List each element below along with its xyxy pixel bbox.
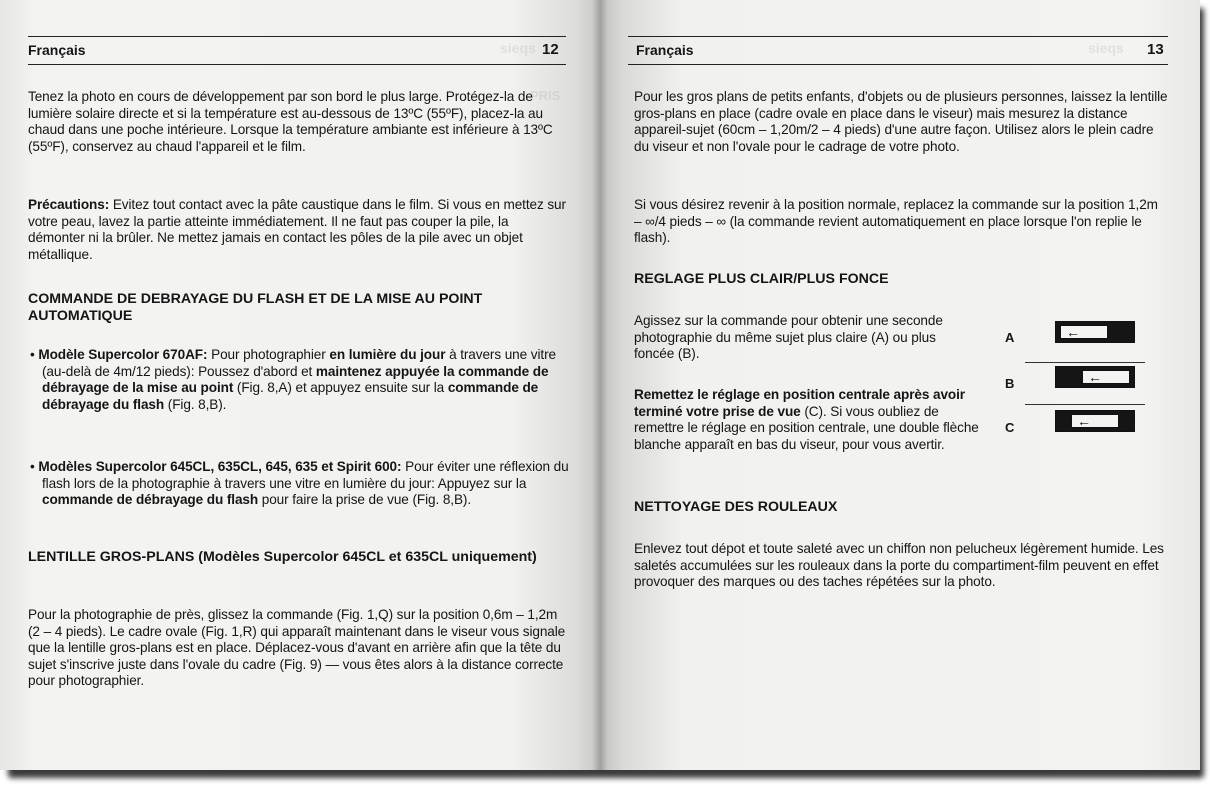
exposure-switch-lighter xyxy=(1055,321,1135,343)
switch-slider xyxy=(1082,370,1130,384)
paragraph-adjust: Agissez sur la commande pour obtenir une seconde photographie du même sujet plus claire (A) ou plus foncée (B). xyxy=(634,313,943,362)
list-emphasis: commande de débrayage du flash xyxy=(42,492,259,508)
list-emphasis: commande de débrayage du flash xyxy=(42,380,539,412)
paragraph-closeup-children: Pour les gros plans de petits enfants, d'objets ou de plusieurs personnes, laissez la lentille gros-plans en place (cadre ovale en place dans le viseur) mais mesurez la distance appareil-sujet (60cm – 1,20m/2 – 4 pieds) d'une autre façon. Utilisez alors le plein cadre du viseur et non l'ovale pour le cadrage de votre photo. xyxy=(634,89,1168,154)
header-rule-bottom xyxy=(628,64,1168,65)
paragraph-cleaning: Enlevez tout dépot et toute saleté avec un chiffon non pelucheux légèrement humide. Les saletés accumulées sur les rouleaux dans la porte du compartiment-film peuvent en effet provoquer des marques ou des taches répétées sur la photo. xyxy=(634,541,1164,590)
right-page xyxy=(600,0,1200,770)
section-heading-flash-release: COMMANDE DE DEBRAYAGE DU FLASH ET DE LA MISE AU POINT AUTOMATIQUE xyxy=(28,291,483,324)
precautions-label: Précautions: xyxy=(28,197,110,212)
list-text: à travers une vitre (au-delà de 4m/12 pieds): Poussez d'abord et xyxy=(42,347,556,379)
book-gutter xyxy=(592,0,608,770)
precautions-text: Evitez tout contact avec la pâte caustique dans le film. Si vous en mettez sur votre peau, lavez la partie atteinte immédiatement. Il ne faut pas couper la pile, la démonter ni la brûler. Ne mettez jamais en contact les pôles de la pile avec un objet métallique. xyxy=(28,197,566,262)
arrow-left-icon: ← xyxy=(1088,369,1102,385)
paragraph-closeup: Pour la photographie de près, glissez la commande (Fig. 1,Q) sur la position 0,6m – 1,2m (2 – 4 pieds). Le cadre ovale (Fig. 1,R) qui apparaît maintenant dans le viseur vous signale que la lentille gros-plans est en place. Déplacez-vous d'avant en arrière afin que la tête du sujet s'inscrive juste dans l'ovale du cadre (Fig. 9) — vous êtes alors à la distance correcte pour photographier. xyxy=(28,607,566,689)
reset-text: (C). Si vous oubliez de remettre le réglage en position centrale, une double flèche blanche apparaît en bas du viseur, pour vous avertir. xyxy=(634,403,979,452)
header-rule-bottom xyxy=(28,64,566,65)
diagram-row-a xyxy=(1005,318,1145,348)
switch-slider xyxy=(1060,325,1108,339)
list-emphasis: maintenez appuyée la commande de débrayage de la mise au point xyxy=(42,363,549,396)
arrow-left-icon: ← xyxy=(1077,413,1091,429)
exposure-switch-center xyxy=(1055,410,1135,432)
section-heading-lighter-darker: REGLAGE PLUS CLAIR/PLUS FONCE xyxy=(634,271,889,287)
page-header: Français xyxy=(28,42,86,58)
reset-emphasis: Remettez le réglage en position centrale après avoir terminé votre prise de vue xyxy=(634,387,965,419)
show-through-text: sieqs xyxy=(500,40,536,56)
diagram-label: A xyxy=(1005,330,1015,345)
model-name: Modèles Supercolor 645CL, 635CL, 645, 635 et Spirit 600: xyxy=(38,459,402,474)
section-heading-closeup-lens: LENTILLE GROS-PLANS (Modèles Supercolor 645CL et 635CL uniquement) xyxy=(28,549,537,565)
list-item-670af: • Modèle Supercolor 670AF: Pour photographier en lumière du jour à travers une vitre (au-delà de 4m/12 pieds): Poussez d'abord et maintenez appuyée la commande de débrayage de la mise au point (Fig. 8,A) et appuyez ensuite sur la commande de débrayage du flash (Fig. 8,B). xyxy=(30,347,556,412)
paragraph-precautions xyxy=(28,197,566,263)
header-rule-top xyxy=(628,36,1168,37)
paragraph-reset xyxy=(634,387,990,453)
section-heading-roller-cleaning: NETTOYAGE DES ROULEAUX xyxy=(634,499,838,515)
page-number: 12 xyxy=(542,41,559,58)
show-through-text: sieqs xyxy=(1088,40,1124,56)
diagram-divider xyxy=(1025,362,1145,363)
lighten-darken-diagram xyxy=(1005,318,1155,448)
left-page xyxy=(0,0,600,770)
exposure-switch-darker xyxy=(1055,366,1135,388)
arrow-left-icon: ← xyxy=(1066,324,1080,340)
diagram-row-b xyxy=(1005,360,1145,390)
page-number: 13 xyxy=(1147,41,1164,58)
diagram-label: B xyxy=(1005,376,1015,391)
list-text: Pour photographier xyxy=(207,347,330,362)
diagram-divider xyxy=(1025,404,1145,405)
list-text: pour faire la prise de vue (Fig. 8,B). xyxy=(258,492,472,508)
diagram-row-c xyxy=(1005,402,1145,435)
list-text: Pour éviter une réflexion du flash lors de la photographie à travers une vitre en lumière du jour: Appuyez sur la xyxy=(42,459,569,491)
list-text: (Fig. 8,A) et appuyez ensuite sur la xyxy=(233,380,448,396)
list-item-645cl: • Modèles Supercolor 645CL, 635CL, 645, 635 et Spirit 600: Pour éviter une réflexion du flash lors de la photographie à travers une vitre en lumière du jour: Appuyez sur la commande de débrayage du flash pour faire la prise de vue (Fig. 8,B). xyxy=(30,459,569,508)
paragraph-normal-position: Si vous désirez revenir à la position normale, replacez la commande sur la position 1,2m – ∞/4 pieds – ∞ (la commande revient automatiquement en place lorsque l'on replie le flash). xyxy=(634,197,1158,246)
header-rule-top xyxy=(28,36,566,37)
paragraph-development: Tenez la photo en cours de développement par son bord le plus large. Protégez-la de lumière solaire directe et si la température est au-dessous de 13ºC (55ºF), placez-la au chaud dans une poche intérieure. Lorsque la température ambiante est inférieure à 13ºC (55ºF), conservez au chaud l'appareil et le film. xyxy=(28,89,553,154)
page-header: Français xyxy=(636,42,694,58)
show-through-text: PRIS xyxy=(530,88,561,103)
switch-slider xyxy=(1071,414,1119,428)
diagram-label: C xyxy=(1005,420,1015,435)
list-emphasis: en lumière du jour xyxy=(329,347,446,362)
model-name: Modèle Supercolor 670AF: xyxy=(38,347,208,362)
list-text: (Fig. 8,B). xyxy=(164,396,227,412)
